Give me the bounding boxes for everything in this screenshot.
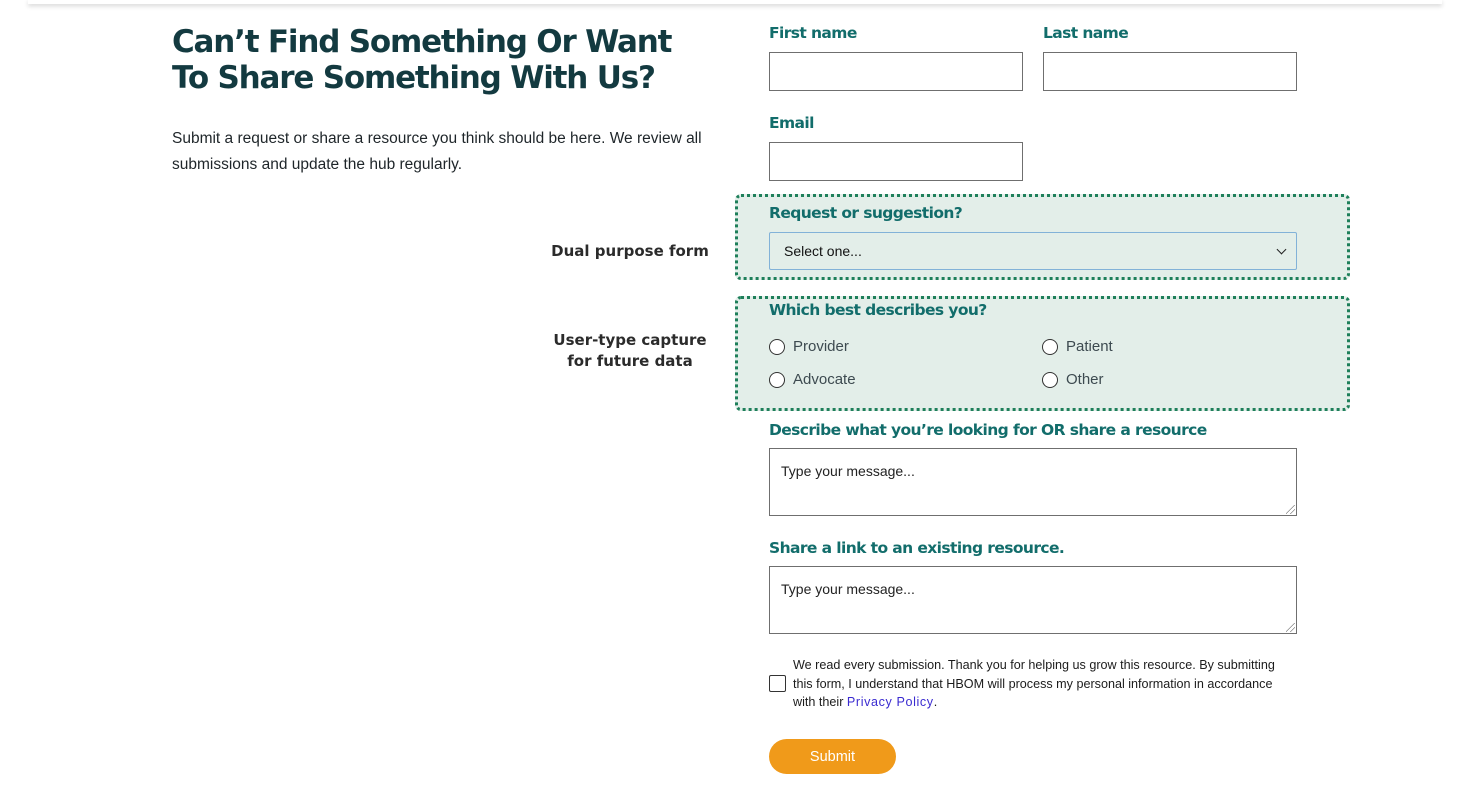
annotation-dual-purpose: Dual purpose form	[551, 242, 709, 260]
first-name-input[interactable]	[769, 52, 1023, 91]
first-name-label: First name	[769, 24, 857, 42]
radio-other[interactable]	[1042, 371, 1104, 388]
email-input[interactable]	[769, 142, 1023, 181]
radio-circle-icon[interactable]	[769, 372, 785, 388]
last-name-input[interactable]	[1043, 52, 1297, 91]
submit-button[interactable]: Submit	[769, 739, 896, 774]
resize-handle-icon[interactable]	[1286, 623, 1295, 632]
describe-placeholder: Type your message...	[781, 463, 915, 479]
request-select[interactable]	[769, 232, 1297, 270]
radio-patient[interactable]	[1042, 338, 1113, 355]
radio-other-label: Other	[1066, 371, 1104, 388]
radio-circle-icon[interactable]	[1042, 339, 1058, 355]
radio-circle-icon[interactable]	[769, 339, 785, 355]
request-select-value: Select one...	[784, 243, 862, 259]
radio-circle-icon[interactable]	[1042, 372, 1058, 388]
email-label: Email	[769, 114, 814, 132]
radio-provider[interactable]	[769, 338, 849, 355]
consent-text	[793, 656, 1293, 712]
privacy-policy-link[interactable]: Privacy Policy	[846, 695, 934, 709]
describe-textarea[interactable]	[769, 448, 1297, 516]
radio-provider-label: Provider	[793, 338, 849, 355]
annotation-user-type-line2: for future data	[567, 352, 693, 370]
link-placeholder: Type your message...	[781, 581, 915, 597]
chevron-down-icon	[1277, 244, 1287, 254]
link-textarea[interactable]	[769, 566, 1297, 634]
radio-advocate[interactable]	[769, 371, 856, 388]
annotation-user-type	[540, 330, 720, 372]
consent-end: .	[933, 695, 938, 709]
consent-checkbox[interactable]	[769, 675, 786, 692]
link-label: Share a link to an existing resource.	[769, 539, 1065, 557]
page-title: Can’t Find Something Or Want To Share Something With Us?	[172, 24, 672, 96]
radio-advocate-label: Advocate	[793, 371, 856, 388]
radio-patient-label: Patient	[1066, 338, 1113, 355]
request-label: Request or suggestion?	[769, 204, 963, 222]
intro-text: Submit a request or share a resource you think should be here. We review all submissions and update the hub regularly.	[172, 130, 702, 173]
annotation-user-type-line1: User-type capture	[553, 331, 707, 349]
describe-label: Describe what you’re looking for OR share a resource	[769, 421, 1207, 439]
header-shadow	[28, 0, 1442, 4]
resize-handle-icon[interactable]	[1286, 505, 1295, 514]
describes-label: Which best describes you?	[769, 301, 987, 319]
consent-body: We read every submission. Thank you for helping us grow this resource. By submitting this form, I understand that HBOM will process my personal information in accordance with their	[793, 658, 1275, 709]
last-name-label: Last name	[1043, 24, 1129, 42]
